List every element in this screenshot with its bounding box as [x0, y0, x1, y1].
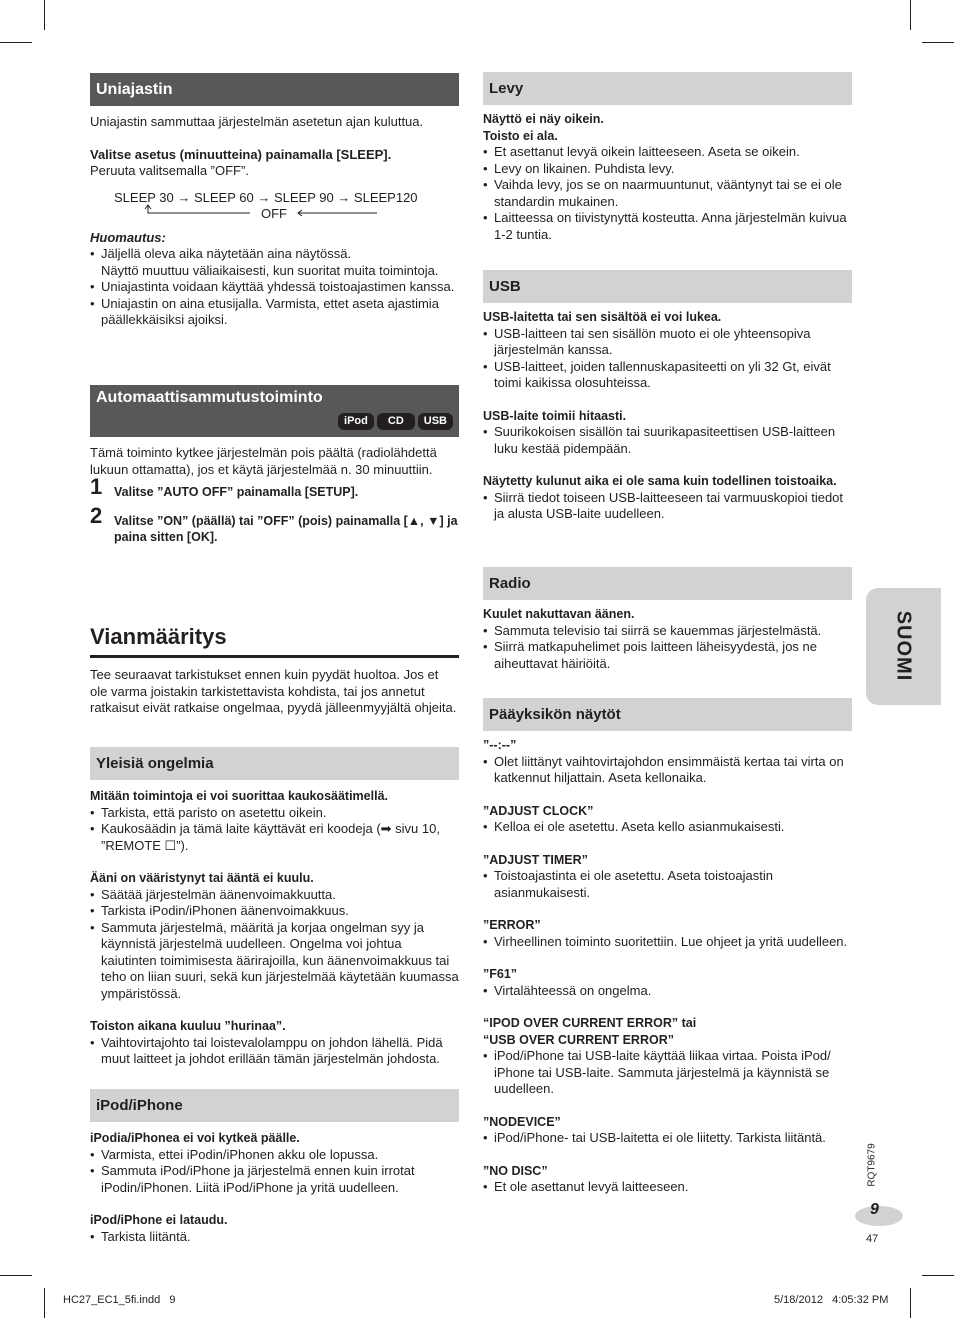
display-message-heading: ”--:--” [483, 738, 517, 752]
sleep-cancel: Peruuta valitsemalla ”OFF”. [90, 163, 249, 178]
solution-list [90, 1229, 459, 1246]
doc-code-anchor [866, 1143, 886, 1187]
solution-list [483, 868, 852, 901]
page-total-number: 47 [866, 1233, 879, 1245]
list-item: • Siirrä matkapuhelimet pois laitteen läheisyydestä, jos ne aiheuttavat häiriöitä. [483, 639, 852, 672]
solution-list [483, 819, 852, 836]
list-item: • Tarkista iPodin/iPhonen äänenvoimakkuus. [90, 903, 459, 920]
problem-heading: Ääni on vääristynyt tai ääntä ei kuulu. [90, 871, 314, 885]
section-header-displays: Pääyksikön näytöt [483, 698, 852, 731]
note-title: Huomautus: [90, 229, 166, 245]
list-item: • Virheellinen toiminto suoritettiin. Lue ohjeet ja yritä uudelleen. [483, 934, 852, 951]
solution-list [483, 623, 852, 673]
ipod-section [90, 1089, 459, 1245]
solution-list [483, 1179, 852, 1196]
list-item: • Kaukosäädin ja tämä laite käyttävät eri koodeja (➡ sivu 10, ”REMOTE ☐”). [90, 821, 459, 854]
list-item: • Uniajastinta voidaan käyttää yhdessä toistoajastimen kanssa. [90, 279, 459, 296]
usb-section [483, 270, 852, 523]
disc-section [483, 72, 852, 243]
section-header-radio: Radio [483, 567, 852, 600]
sleep-notes [90, 246, 459, 329]
list-item: • Virtalähteessä on ongelma. [483, 983, 852, 1000]
list-item: • Levy on likainen. Puhdista levy. [483, 161, 852, 178]
problem-heading: USB-laite toimii hitaasti. [483, 408, 627, 423]
problem-heading: iPod/iPhone ei lataudu. [90, 1213, 228, 1227]
sleep-flow-line: SLEEP 30 → SLEEP 60 → SLEEP 90 → SLEEP120 [114, 189, 418, 205]
list-item: • Toistoajastinta ei ole asetettu. Aseta toistoajastin asianmukaisesti. [483, 868, 852, 901]
crop-mark [0, 42, 32, 43]
crop-mark [44, 0, 45, 30]
general-problems-section [90, 747, 459, 1068]
section-header-usb: USB [483, 270, 852, 303]
solution-list [90, 805, 459, 855]
step-number: 2 [90, 502, 103, 528]
footer-date: 5/18/2012 4:05:32 PM [774, 1294, 889, 1306]
step-text: Valitse ”AUTO OFF” painamalla [SETUP]. [114, 485, 359, 499]
section-header-general: Yleisiä ongelmia [90, 747, 459, 780]
list-item: • Vaihtovirtajohto tai loistevalolamppu on johdon lähellä. Pidä muut laitteet ja johdot erillään tämän järjestelmän johdosta. [90, 1035, 459, 1068]
problem-heading: Näyttö ei näy oikein. [483, 112, 604, 126]
auto-off-intro: Tämä toiminto kytkee järjestelmän pois päältä (radiolähdettä lukuun ottamatta), jos et käytä järjestelmää n. 30 minuuttiin. [90, 445, 437, 477]
list-item: • Varmista, ettei iPodin/iPhonen akku ole lopussa. [90, 1147, 459, 1164]
display-message-heading: ”ERROR” [483, 918, 541, 932]
sleep-instruction: Valitse asetus (minuutteina) painamalla [SLEEP]. [90, 146, 392, 162]
list-item: • Sammuta televisio tai siirrä se kauemmas järjestelmästä. [483, 623, 852, 640]
display-message-list [483, 737, 852, 1196]
solution-list [483, 1048, 852, 1098]
sleep-flow-arrows [90, 180, 459, 224]
solution-list [483, 490, 852, 523]
troubleshooting-intro: Tee seuraavat tarkistukset ennen kuin pyydät huoltoa. Jos et ole varma joistakin tarkistettavista kohdista, tai jos annetut ratkaisut eivät ratkaise ongelmaa, pyydä jälleenmyyjältä ohjeita. [90, 667, 457, 715]
crop-mark [910, 0, 911, 30]
solution-list [483, 1130, 852, 1147]
solution-list [483, 934, 852, 951]
problem-heading: Näytetty kulunut aika ei ole sama kuin todellinen toistoaika. [483, 474, 837, 488]
source-badges [335, 412, 453, 430]
problem-heading: Toisto ei ala. [483, 128, 558, 143]
problem-heading: USB-laitetta tai sen sisältöä ei voi lukea. [483, 310, 722, 324]
section-header-uniajastin: Uniajastin [90, 73, 459, 106]
solution-list [483, 754, 852, 787]
step-text: Valitse ”ON” (päällä) tai ”OFF” (pois) painamalla [▲, ▼] ja paina sitten [OK]. [114, 513, 458, 544]
radio-section [483, 567, 852, 672]
badge-usb: USB [418, 413, 453, 430]
footer-file: HC27_EC1_5fi.indd 9 [63, 1294, 176, 1306]
problem-heading: Kuulet nakuttavan äänen. [483, 607, 635, 621]
step-2 [90, 502, 459, 546]
sleep-intro: Uniajastin sammuttaa järjestelmän asetetun ajan kuluttua. [90, 114, 424, 129]
display-message-heading: ”ADJUST TIMER” [483, 852, 588, 867]
list-item: • Tarkista, että paristo on asetettu oikein. [90, 805, 459, 822]
list-item: • Säätää järjestelmän äänenvoimakkuutta. [90, 887, 459, 904]
list-item: • Et ole asettanut levyä laitteeseen. [483, 1179, 852, 1196]
sleep-flow-off: OFF [261, 205, 287, 221]
main-unit-displays-section [483, 698, 852, 1196]
problem-heading: iPodia/iPhonea ei voi kytkeä päälle. [90, 1131, 300, 1145]
solution-list [90, 1035, 459, 1068]
solution-list [483, 144, 852, 243]
page-number-badge [855, 1206, 903, 1226]
list-item: • Suurikokoisen sisällön tai suurikapasiteettisen USB-laitteen luku kestää pidempään. [483, 424, 852, 457]
step-number: 1 [90, 474, 103, 499]
display-message-heading: ”NO DISC” [483, 1163, 548, 1178]
crop-mark [910, 1288, 911, 1318]
problem-heading: Mitään toimintoja ei voi suorittaa kaukosäätimellä. [90, 789, 388, 803]
list-item: • Laitteessa on tiivistynyttä kosteutta. Anna järjestelmän kuivua 1-2 tuntia. [483, 210, 852, 243]
list-item: • Jäljellä oleva aika näytetään aina näytössä. [90, 246, 459, 263]
step-1 [90, 474, 459, 501]
problem-heading: Toiston aikana kuuluu ”hurinaa”. [90, 1019, 286, 1033]
solution-list [483, 326, 852, 392]
solution-list [90, 1147, 459, 1197]
list-item: • Kelloa ei ole asetettu. Aseta kello asianmukaisesti. [483, 819, 852, 836]
troubleshooting-section [90, 623, 459, 717]
auto-off-title: Automaattisammutustoiminto [96, 389, 323, 406]
list-item: • Et asettanut levyä oikein laitteeseen. Aseta se oikein. [483, 144, 852, 161]
list-item: • Sammuta järjestelmä, määritä ja korjaa ongelman syy ja käynnistä järjestelmä uudelleen. Ongelma voi johtua kaiutinten toimimisesta äärirajoilla, kun äänenvoimakkuus tai teho on liian suuri, sekä kun järjestelmää käytetään kuumassa ympäristössä. [90, 920, 459, 1003]
page-number: 9 [870, 1201, 879, 1218]
crop-mark [44, 1288, 45, 1318]
list-item: • Siirrä tiedot toiseen USB-laitteeseen tai varmuuskopioi tiedot ja alusta USB-laite uudelleen. [483, 490, 852, 523]
solution-list [90, 887, 459, 1003]
badge-cd: CD [377, 413, 415, 430]
doc-code: RQT9679 [866, 1143, 878, 1187]
section-header-ipod: iPod/iPhone [90, 1089, 459, 1122]
list-item: • iPod/iPhone- tai USB-laitetta ei ole liitetty. Tarkista liitäntä. [483, 1130, 852, 1147]
section-header-levy: Levy [483, 72, 852, 105]
display-message-heading: “IPOD OVER CURRENT ERROR” tai “USB OVER CURRENT ERROR” [483, 1016, 697, 1047]
solution-list [483, 983, 852, 1000]
display-message-heading: ”ADJUST CLOCK” [483, 803, 594, 818]
solution-list [483, 424, 852, 457]
list-item: • iPod/iPhone tai USB-laite käyttää liikaa virtaa. Poista iPod/ iPhone tai USB-laite. Sammuta järjestelmä ja käynnistä se uudelleen. [483, 1048, 852, 1098]
page-title: Vianmääritys [90, 623, 459, 658]
list-item: • Sammuta iPod/iPhone ja järjestelmä ennen kuin irrotat iPodin/iPhonen. Liitä iPod/iPhone ja yritä uudelleen. [90, 1163, 459, 1196]
sleep-flow-diagram [90, 180, 459, 224]
crop-mark [922, 42, 954, 43]
left-column [90, 73, 459, 329]
list-item: Näyttö muuttuu väliaikaisesti, kun suoritat muita toimintoja. [101, 262, 439, 278]
crop-mark [922, 1275, 954, 1276]
badge-ipod: iPod [338, 413, 374, 430]
list-item: • USB-laitteet, joiden tallennuskapasiteetti on yli 32 Gt, eivät toimi kaikissa olosuhteissa. [483, 359, 852, 392]
list-item: • Uniajastin on aina etusijalla. Varmista, ettet aseta ajastimia päällekkäisiksi ajoiksi. [90, 296, 459, 329]
list-item: • Olet liittänyt vaihtovirtajohdon ensimmäistä kertaa tai virta on katkennut hiljattain. Aseta kellonaika. [483, 754, 852, 787]
display-message-heading: ”F61” [483, 967, 518, 981]
list-item: • Vaihda levy, jos se on naarmuuntunut, vääntynyt tai se ei ole standardin mukainen. [483, 177, 852, 210]
language-tab-label: SUOMI [892, 610, 915, 682]
crop-mark [0, 1275, 32, 1276]
language-tab [866, 588, 941, 705]
list-item: • USB-laitteen tai sen sisällön muoto ei ole yhteensopiva järjestelmän kanssa. [483, 326, 852, 359]
display-message-heading: ”NODEVICE” [483, 1114, 561, 1129]
section-header-auto-off [90, 385, 459, 437]
auto-off-section [90, 385, 459, 546]
list-item: • Tarkista liitäntä. [90, 1229, 459, 1246]
